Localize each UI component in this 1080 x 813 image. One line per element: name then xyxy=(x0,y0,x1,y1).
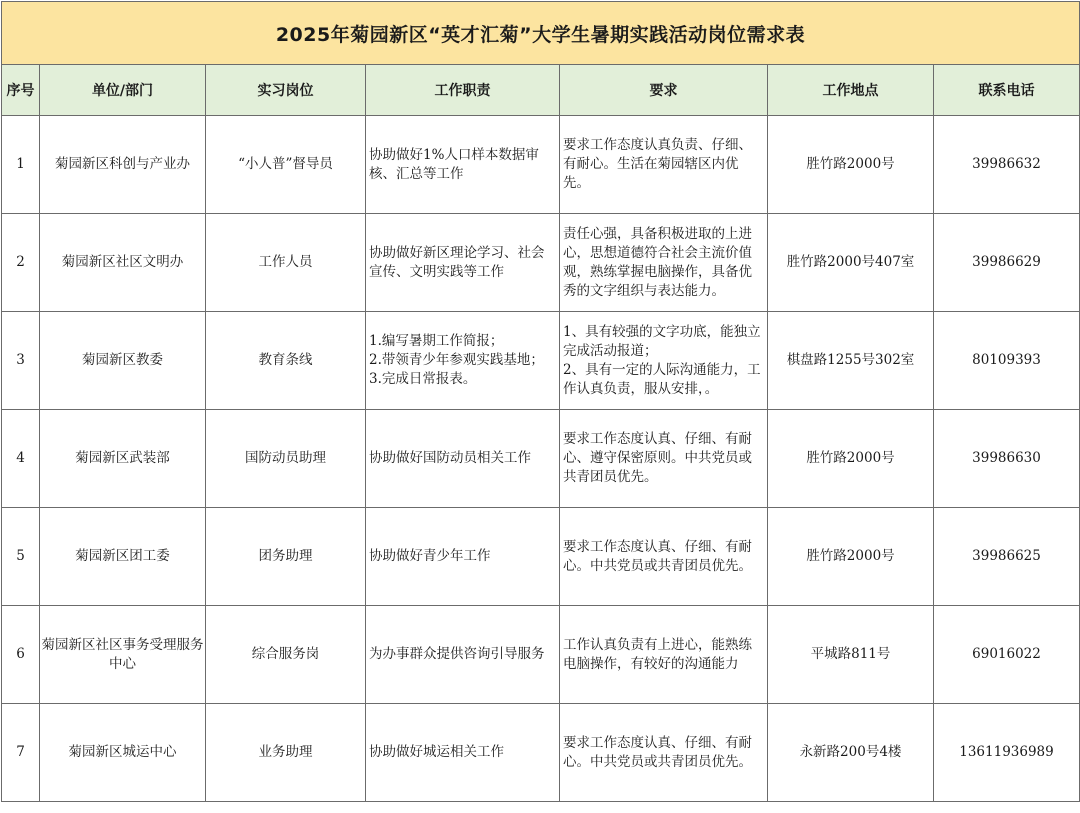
cell-unit: 菊园新区武装部 xyxy=(40,410,206,508)
cell-unit: 菊园新区城运中心 xyxy=(40,704,206,802)
cell-location: 永新路200号4楼 xyxy=(768,704,934,802)
cell-requirement: 要求工作态度认真、仔细、有耐心。中共党员或共青团员优先。 xyxy=(560,704,768,802)
cell-phone: 80109393 xyxy=(934,312,1080,410)
cell-duty: 协助做好城运相关工作 xyxy=(366,704,560,802)
cell-requirement: 责任心强，具备积极进取的上进心，思想道德符合社会主流价值观，熟练掌握电脑操作，具备优秀的文字组织与表达能力。 xyxy=(560,214,768,312)
cell-phone: 39986632 xyxy=(934,116,1080,214)
header-requirement: 要求 xyxy=(560,65,768,116)
cell-position: 综合服务岗 xyxy=(206,606,366,704)
header-no: 序号 xyxy=(2,65,40,116)
cell-no: 2 xyxy=(2,214,40,312)
cell-location: 棋盘路1255号302室 xyxy=(768,312,934,410)
cell-position: “小人普”督导员 xyxy=(206,116,366,214)
cell-duty: 协助做好1%人口样本数据审核、汇总等工作 xyxy=(366,116,560,214)
cell-no: 4 xyxy=(2,410,40,508)
cell-position: 教育条线 xyxy=(206,312,366,410)
cell-duty: 协助做好青少年工作 xyxy=(366,508,560,606)
cell-no: 6 xyxy=(2,606,40,704)
cell-location: 胜竹路2000号407室 xyxy=(768,214,934,312)
cell-position: 国防动员助理 xyxy=(206,410,366,508)
cell-duty: 协助做好新区理论学习、社会宣传、文明实践等工作 xyxy=(366,214,560,312)
table-row xyxy=(2,116,1080,214)
header-unit: 单位/部门 xyxy=(40,65,206,116)
cell-duty: 协助做好国防动员相关工作 xyxy=(366,410,560,508)
cell-requirement: 工作认真负责有上进心，能熟练电脑操作，有较好的沟通能力 xyxy=(560,606,768,704)
cell-phone: 39986625 xyxy=(934,508,1080,606)
cell-no: 5 xyxy=(2,508,40,606)
header-duty: 工作职责 xyxy=(366,65,560,116)
title-row xyxy=(2,2,1080,65)
cell-no: 1 xyxy=(2,116,40,214)
header-position: 实习岗位 xyxy=(206,65,366,116)
cell-phone: 39986630 xyxy=(934,410,1080,508)
cell-duty: 为办事群众提供咨询引导服务 xyxy=(366,606,560,704)
cell-location: 胜竹路2000号 xyxy=(768,116,934,214)
header-location: 工作地点 xyxy=(768,65,934,116)
header-row xyxy=(2,65,1080,116)
table-row xyxy=(2,214,1080,312)
cell-requirement: 要求工作态度认真负责、仔细、有耐心。生活在菊园辖区内优先。 xyxy=(560,116,768,214)
job-demand-table xyxy=(1,1,1080,802)
cell-no: 3 xyxy=(2,312,40,410)
cell-requirement: 要求工作态度认真、仔细、有耐心。中共党员或共青团员优先。 xyxy=(560,508,768,606)
cell-phone: 13611936989 xyxy=(934,704,1080,802)
table-row xyxy=(2,508,1080,606)
cell-phone: 39986629 xyxy=(934,214,1080,312)
cell-unit: 菊园新区社区事务受理服务中心 xyxy=(40,606,206,704)
header-phone: 联系电话 xyxy=(934,65,1080,116)
cell-unit: 菊园新区科创与产业办 xyxy=(40,116,206,214)
cell-no: 7 xyxy=(2,704,40,802)
table-row xyxy=(2,704,1080,802)
cell-location: 胜竹路2000号 xyxy=(768,508,934,606)
cell-position: 工作人员 xyxy=(206,214,366,312)
cell-unit: 菊园新区教委 xyxy=(40,312,206,410)
cell-requirement: 1、具有较强的文字功底，能独立完成活动报道； 2、具有一定的人际沟通能力，工作认真负责，服从安排，。 xyxy=(560,312,768,410)
cell-location: 平城路811号 xyxy=(768,606,934,704)
table-row xyxy=(2,410,1080,508)
cell-position: 团务助理 xyxy=(206,508,366,606)
cell-location: 胜竹路2000号 xyxy=(768,410,934,508)
cell-requirement: 要求工作态度认真、仔细、有耐心、遵守保密原则。中共党员或共青团员优先。 xyxy=(560,410,768,508)
cell-unit: 菊园新区社区文明办 xyxy=(40,214,206,312)
table-row xyxy=(2,312,1080,410)
cell-position: 业务助理 xyxy=(206,704,366,802)
cell-phone: 69016022 xyxy=(934,606,1080,704)
table-title: 2025年菊园新区“英才汇菊”大学生暑期实践活动岗位需求表 xyxy=(2,2,1080,65)
table-row xyxy=(2,606,1080,704)
cell-unit: 菊园新区团工委 xyxy=(40,508,206,606)
cell-duty: 1.编写暑期工作简报； 2.带领青少年参观实践基地； 3.完成日常报表。 xyxy=(366,312,560,410)
